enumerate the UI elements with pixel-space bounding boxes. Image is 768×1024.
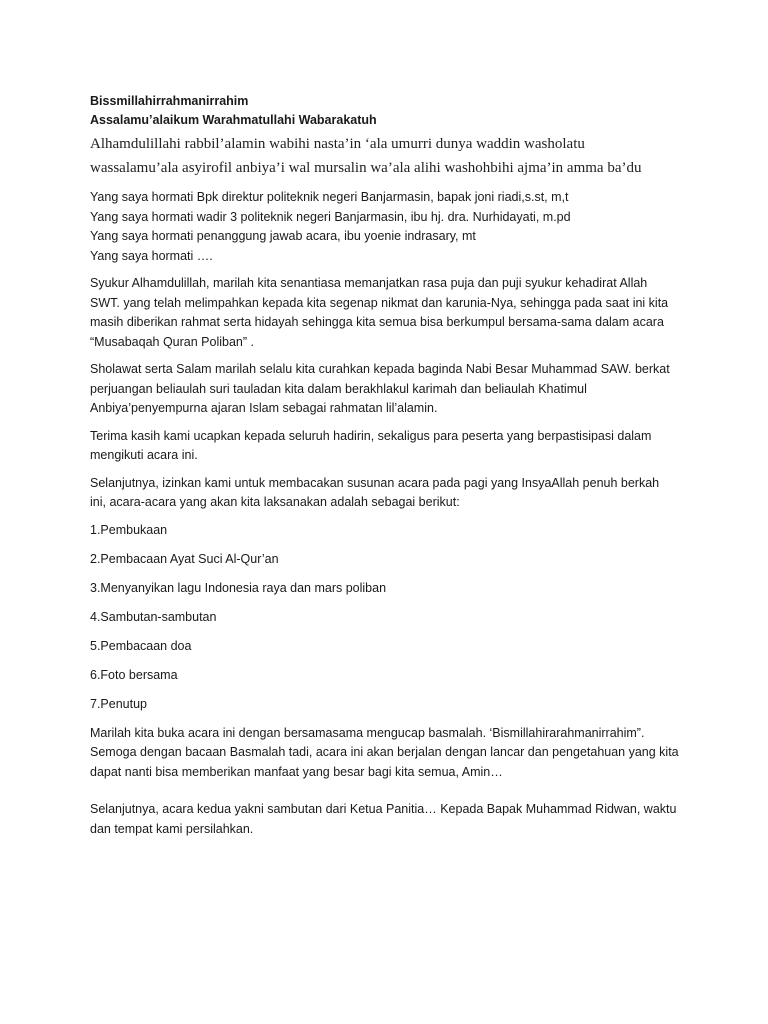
paragraph-line: Marilah kita buka acara ini dengan bersamasama mengucap basmalah. ‘Bismillahirarahmanirrahim”. — [90, 725, 645, 740]
document-page — [90, 92, 690, 847]
sholawat-paragraph — [90, 360, 690, 419]
paragraph-line: ini, acara-acara yang akan kita laksanakan adalah sebagai berikut: — [90, 495, 460, 509]
closing-paragraph — [90, 800, 690, 839]
agenda-item: 2.Pembacaan Ayat Suci Al-Qur’an — [90, 551, 279, 566]
paragraph-line: Syukur Alhamdulillah, marilah kita senantiasa memanjatkan rasa puja dan puji syukur kehadirat Allah — [90, 276, 648, 290]
opening-line: wassalamu’ala asyirofil anbiya’i wal mursalin wa’ala alihi washohbihi ajma’in amma ba’du — [90, 160, 642, 176]
agenda-item: 6.Foto bersama — [90, 667, 178, 682]
document-heading — [90, 92, 690, 130]
greeting-line: Yang saya hormati Bpk direktur politeknik negeri Banjarmasin, bapak joni riadi,s.st, m,t — [90, 190, 569, 204]
greeting-line: Yang saya hormati penanggung jawab acara, ibu yoenie indrasary, mt — [90, 229, 476, 243]
bismillah-line: Bissmillahirrahmanirrahim — [90, 94, 249, 108]
agenda-item: 1.Pembukaan — [90, 522, 168, 537]
opening-prayer — [90, 132, 690, 180]
spacer — [90, 790, 690, 800]
greeting-line: Yang saya hormati wadir 3 politeknik negeri Banjarmasin, ibu hj. dra. Nurhidayati, m.pd — [90, 209, 571, 224]
agenda-item: 3.Menyanyikan lagu Indonesia raya dan mars poliban — [90, 580, 387, 595]
paragraph-line: Terima kasih kami ucapkan kepada seluruh hadirin, sekaligus para peserta yang berpastisipasi dalam — [90, 428, 652, 443]
paragraph-line: mengikuti acara ini. — [90, 448, 198, 462]
paragraph-line: dapat nanti bisa memberikan manfaat yang besar bagi kita semua, Amin… — [90, 764, 503, 779]
paragraph-line: Semoga dengan bacaan Basmalah tadi, acara ini akan berjalan dengan lancar dan pengetahuan yang kita — [90, 745, 679, 759]
syukur-paragraph — [90, 274, 690, 352]
agenda-item: 7.Penutup — [90, 696, 147, 711]
agenda-item: 4.Sambutan-sambutan — [90, 609, 217, 624]
paragraph-line: Selanjutnya, izinkan kami untuk membacakan susunan acara pada pagi yang InsyaAllah penuh berkah — [90, 475, 660, 490]
agenda-item: 5.Pembacaan doa — [90, 638, 192, 653]
thanks-paragraph — [90, 427, 690, 466]
paragraph-line: dan tempat kami persilahkan. — [90, 821, 254, 836]
salam-line: Assalamu’alaikum Warahmatullahi Wabarakatuh — [90, 113, 377, 127]
paragraph-line: “Musabaqah Quran Poliban” . — [90, 334, 254, 349]
paragraph-line: Sholawat serta Salam marilah selalu kita curahkan kepada baginda Nabi Besar Muhammad SAW. berkat — [90, 362, 670, 376]
greetings-block — [90, 188, 690, 266]
paragraph-line: Selanjutnya, acara kedua yakni sambutan dari Ketua Panitia… Kepada Bapak Muhammad Ridwan, waktu — [90, 802, 677, 816]
paragraph-line: masih diberikan rahmat serta hidayah sehingga kita semua bisa berkumpul bersama-sama dalam acara — [90, 315, 664, 329]
agenda-intro-paragraph — [90, 474, 690, 513]
greeting-line: Yang saya hormati …. — [90, 248, 213, 263]
paragraph-line: perjuangan beliaulah suri tauladan kita dalam berakhlakul karimah dan beliaulah Khatimul — [90, 381, 587, 396]
paragraph-line: SWT. yang telah melimpahkan kepada kita segenap nikmat dan karunia-Nya, sehingga pada saat ini kita — [90, 295, 669, 310]
agenda-list — [90, 521, 690, 715]
opening-line: Alhamdulillahi rabbil’alamin wabihi nasta’in ‘ala umurri dunya waddin washolatu — [90, 136, 585, 152]
paragraph-line: Anbiya’penyempurna ajaran Islam sebagai rahmatan lil’alamin. — [90, 401, 438, 415]
basmalah-paragraph — [90, 724, 690, 783]
